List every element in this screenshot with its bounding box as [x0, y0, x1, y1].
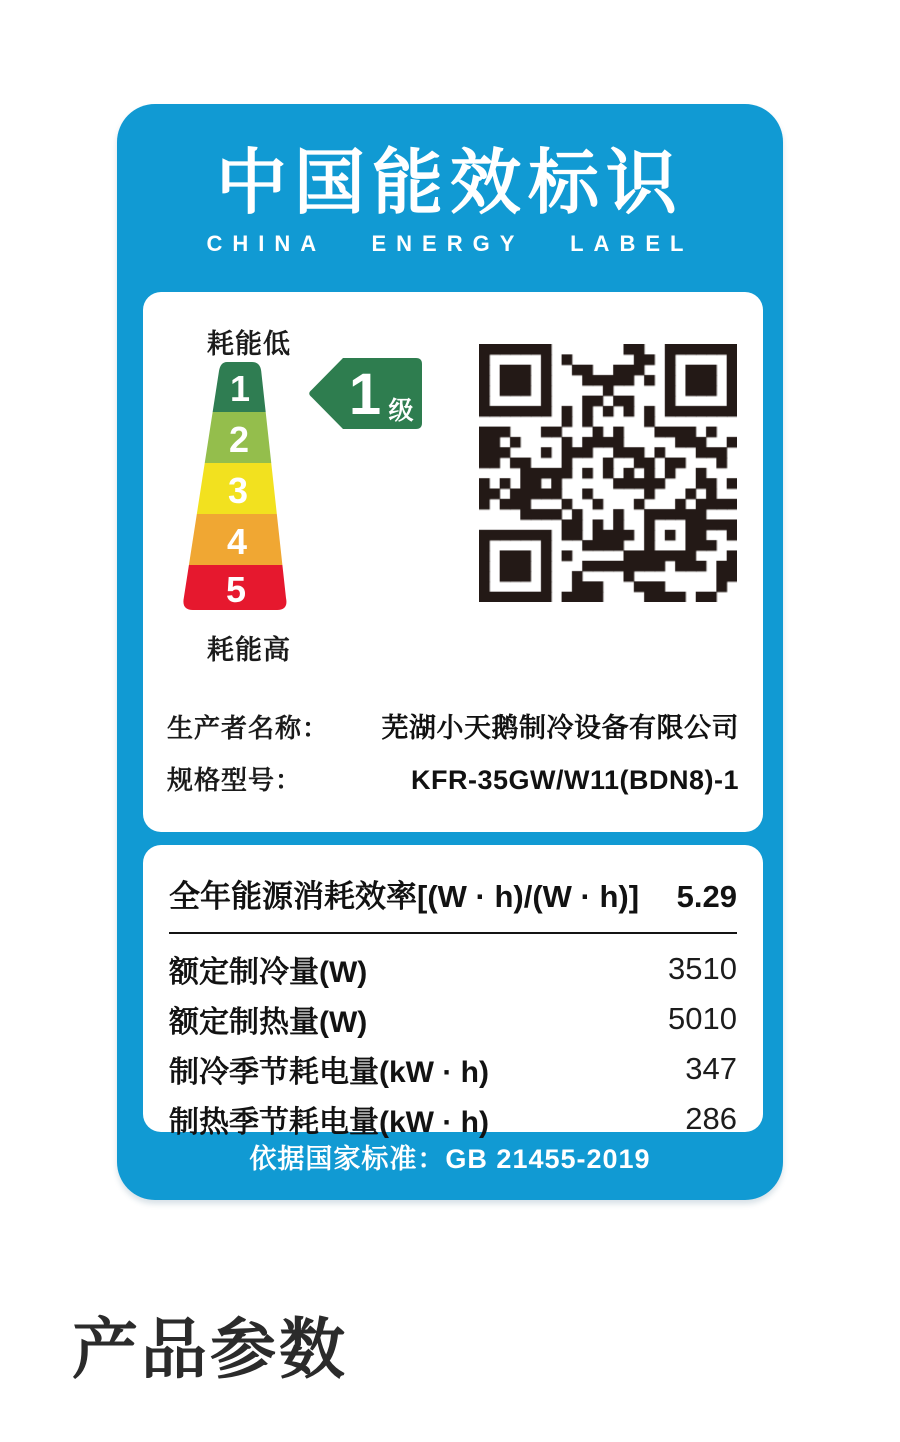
model-row [143, 760, 763, 797]
low-energy-label: 耗能低 [207, 329, 291, 359]
model-value: KFR-35GW/W11(BDN8)-1 [410, 765, 739, 795]
grade-number-1: 1 [229, 368, 251, 409]
national-standard-label: 依据国家标准： [249, 1144, 446, 1174]
rating-panel [143, 292, 763, 832]
model-label: 规格型号： [167, 765, 303, 795]
manufacturer-label: 生产者名称： [167, 713, 330, 743]
china-energy-label-card [117, 104, 783, 1200]
grade-number-3: 3 [227, 470, 249, 511]
grade-1-badge-icon [305, 355, 425, 432]
high-energy-label: 耗能高 [207, 635, 291, 665]
grade-number-4: 4 [226, 521, 248, 562]
label-title-english: CHINA ENERGY LABEL [206, 231, 694, 256]
cooling-season-consumption-label: 制冷季节耗电量(kW · h) [169, 1056, 489, 1089]
cooling-season-consumption-value: 347 [685, 1051, 737, 1086]
annual-energy-efficiency-label: 全年能源消耗效率[(W · h)/(W · h)] [169, 879, 640, 914]
manufacturer-row [143, 706, 763, 745]
rated-heating-capacity-label: 额定制热量(W) [169, 1006, 368, 1039]
annual-energy-efficiency-value: 5.29 [676, 879, 737, 914]
rated-cooling-capacity-value: 3510 [668, 951, 737, 986]
metrics-rows [143, 940, 763, 1144]
grade-number-5: 5 [225, 569, 247, 610]
energy-grade-pyramid-icon [183, 362, 293, 612]
annual-energy-efficiency-row [143, 845, 763, 916]
rated-heating-capacity-row [169, 994, 737, 1044]
label-title-chinese: 中国能效标识 [215, 144, 684, 223]
heating-season-consumption-value: 286 [685, 1101, 737, 1136]
rated-cooling-capacity-label: 额定制冷量(W) [169, 956, 368, 989]
rated-cooling-capacity-row [169, 944, 737, 994]
rated-heating-capacity-value: 5010 [668, 1001, 737, 1036]
national-standard-footer [117, 1137, 783, 1176]
manufacturer-value: 芜湖小天鹅制冷设备有限公司 [381, 713, 739, 743]
grade-badge-number: 1 [348, 362, 382, 427]
metrics-divider [169, 932, 737, 934]
cooling-season-consumption-row [169, 1044, 737, 1094]
qr-code [479, 344, 737, 602]
national-standard-code: GB 21455-2019 [445, 1144, 651, 1174]
product-parameters-section-title: 产品参数 [72, 1312, 348, 1386]
heating-season-consumption-label: 制热季节耗电量(kW · h) [169, 1106, 489, 1139]
grade-badge-unit: 级 [388, 397, 414, 425]
grade-number-2: 2 [228, 419, 250, 460]
metrics-panel [143, 845, 763, 1139]
